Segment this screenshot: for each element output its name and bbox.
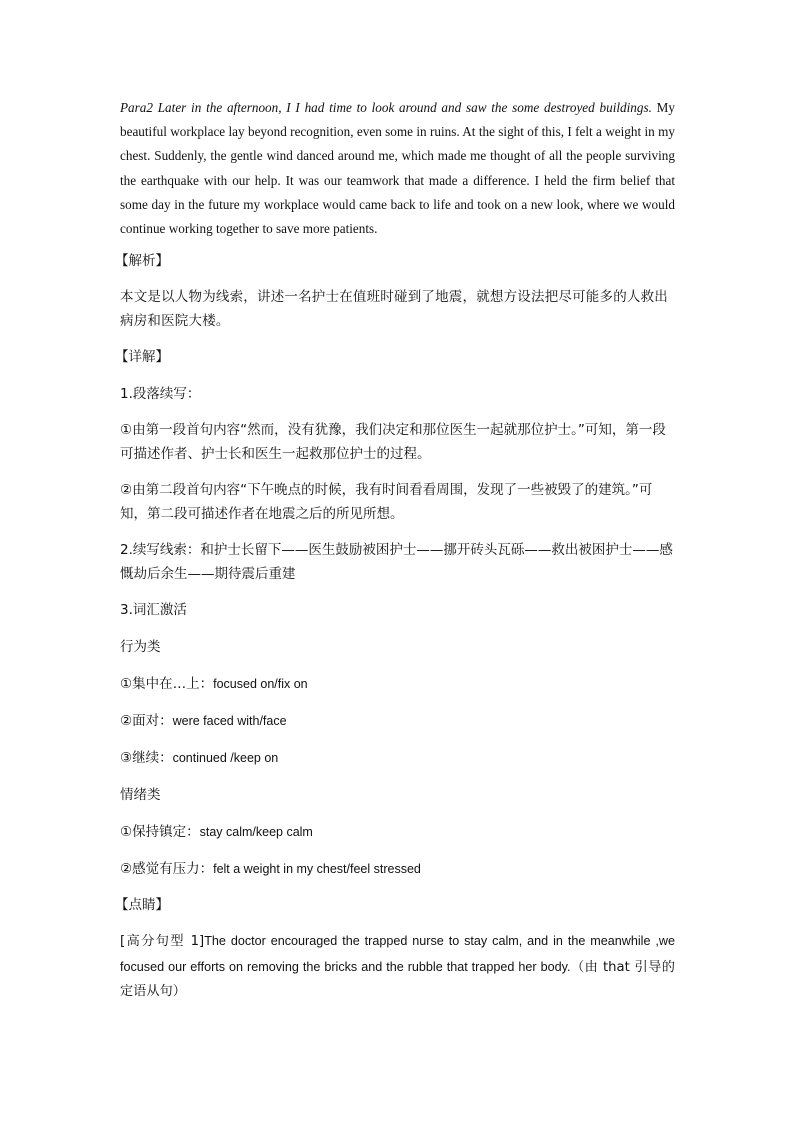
action-item-1-en: focused on/fix on — [213, 677, 308, 692]
paragraph-2-body: My beautiful workplace lay beyond recognition, even some in ruins. At the sight of this, I felt a weight in my chest. Suddenly, the gentle wind danced around me, which made me thought of all the people surviving the earthquake with our help. It was our teamwork that made a difference. I held the firm belief that some day in the future my workplace would came back to life and took on a new look, where we would continue working together to save more patients. — [120, 100, 675, 237]
action-item-3 — [120, 746, 675, 770]
analysis-text: 本文是以人物为线索，讲述一名护士在值班时碰到了地震，就想方设法把尽可能多的人救出病房和医院大楼。 — [120, 289, 668, 330]
action-item-1-cn: ①集中在…上： — [120, 676, 214, 693]
detail-item-2: ②由第二段首句内容“下午晚点的时候，我有时间看看周围，发现了一些被毁了的建筑。”可知，第二段可描述作者在地震之后的所见所想。 — [120, 482, 653, 523]
category-emotion: 情绪类 — [120, 787, 161, 804]
action-item-2-cn: ②面对： — [120, 713, 173, 730]
document-page — [115, 96, 675, 1005]
emotion-item-1-en: stay calm/keep calm — [199, 825, 313, 840]
action-item-3-cn: ③继续： — [120, 750, 173, 767]
analysis-heading: 【解析】 — [115, 253, 169, 270]
action-item-2-en: were faced with/face — [172, 714, 287, 729]
paragraph-2-lead: Para2 Later in the afternoon, I I had time to look around and saw the some destroyed buildings. — [120, 100, 652, 115]
details-heading: 【详解】 — [115, 349, 169, 366]
paragraph-2 — [120, 96, 675, 241]
emotion-item-2-en: felt a weight in my chest/feel stressed — [213, 862, 421, 877]
section-3-title: 3.词汇激活 — [120, 602, 187, 619]
action-item-3-en: continued /keep on — [172, 751, 279, 766]
highlight-heading: 【点睛】 — [115, 897, 169, 914]
highlight-sentence-block — [120, 929, 675, 1005]
emotion-item-1 — [120, 820, 675, 844]
action-item-1 — [120, 672, 675, 696]
section-2-clues: 2.续写线索：和护士长留下——医生鼓励被困护士——挪开砖头瓦砾——救出被困护士——感慨劫后余生——期待震后重建 — [120, 542, 673, 583]
category-action: 行为类 — [120, 639, 161, 656]
emotion-item-2-cn: ②感觉有压力： — [120, 861, 214, 878]
emotion-item-1-cn: ①保持镇定： — [120, 824, 200, 841]
section-1-title: 1.段落续写： — [120, 386, 201, 403]
highlight-note: （由 that 引导的定语从句） — [120, 959, 675, 1000]
emotion-item-2 — [120, 857, 675, 881]
action-item-2 — [120, 709, 675, 733]
highlight-sentence: The doctor encouraged the trapped nurse to stay calm, and in the meanwhile ,we focused our efforts on removing the bricks and the rubble that trapped her body. — [120, 934, 675, 974]
detail-item-1: ①由第一段首句内容“然而，没有犹豫，我们决定和那位医生一起就那位护士。”可知，第一段可描述作者、护士长和医生一起救那位护士的过程。 — [120, 422, 666, 463]
highlight-label: [高分句型 1] — [120, 934, 205, 950]
